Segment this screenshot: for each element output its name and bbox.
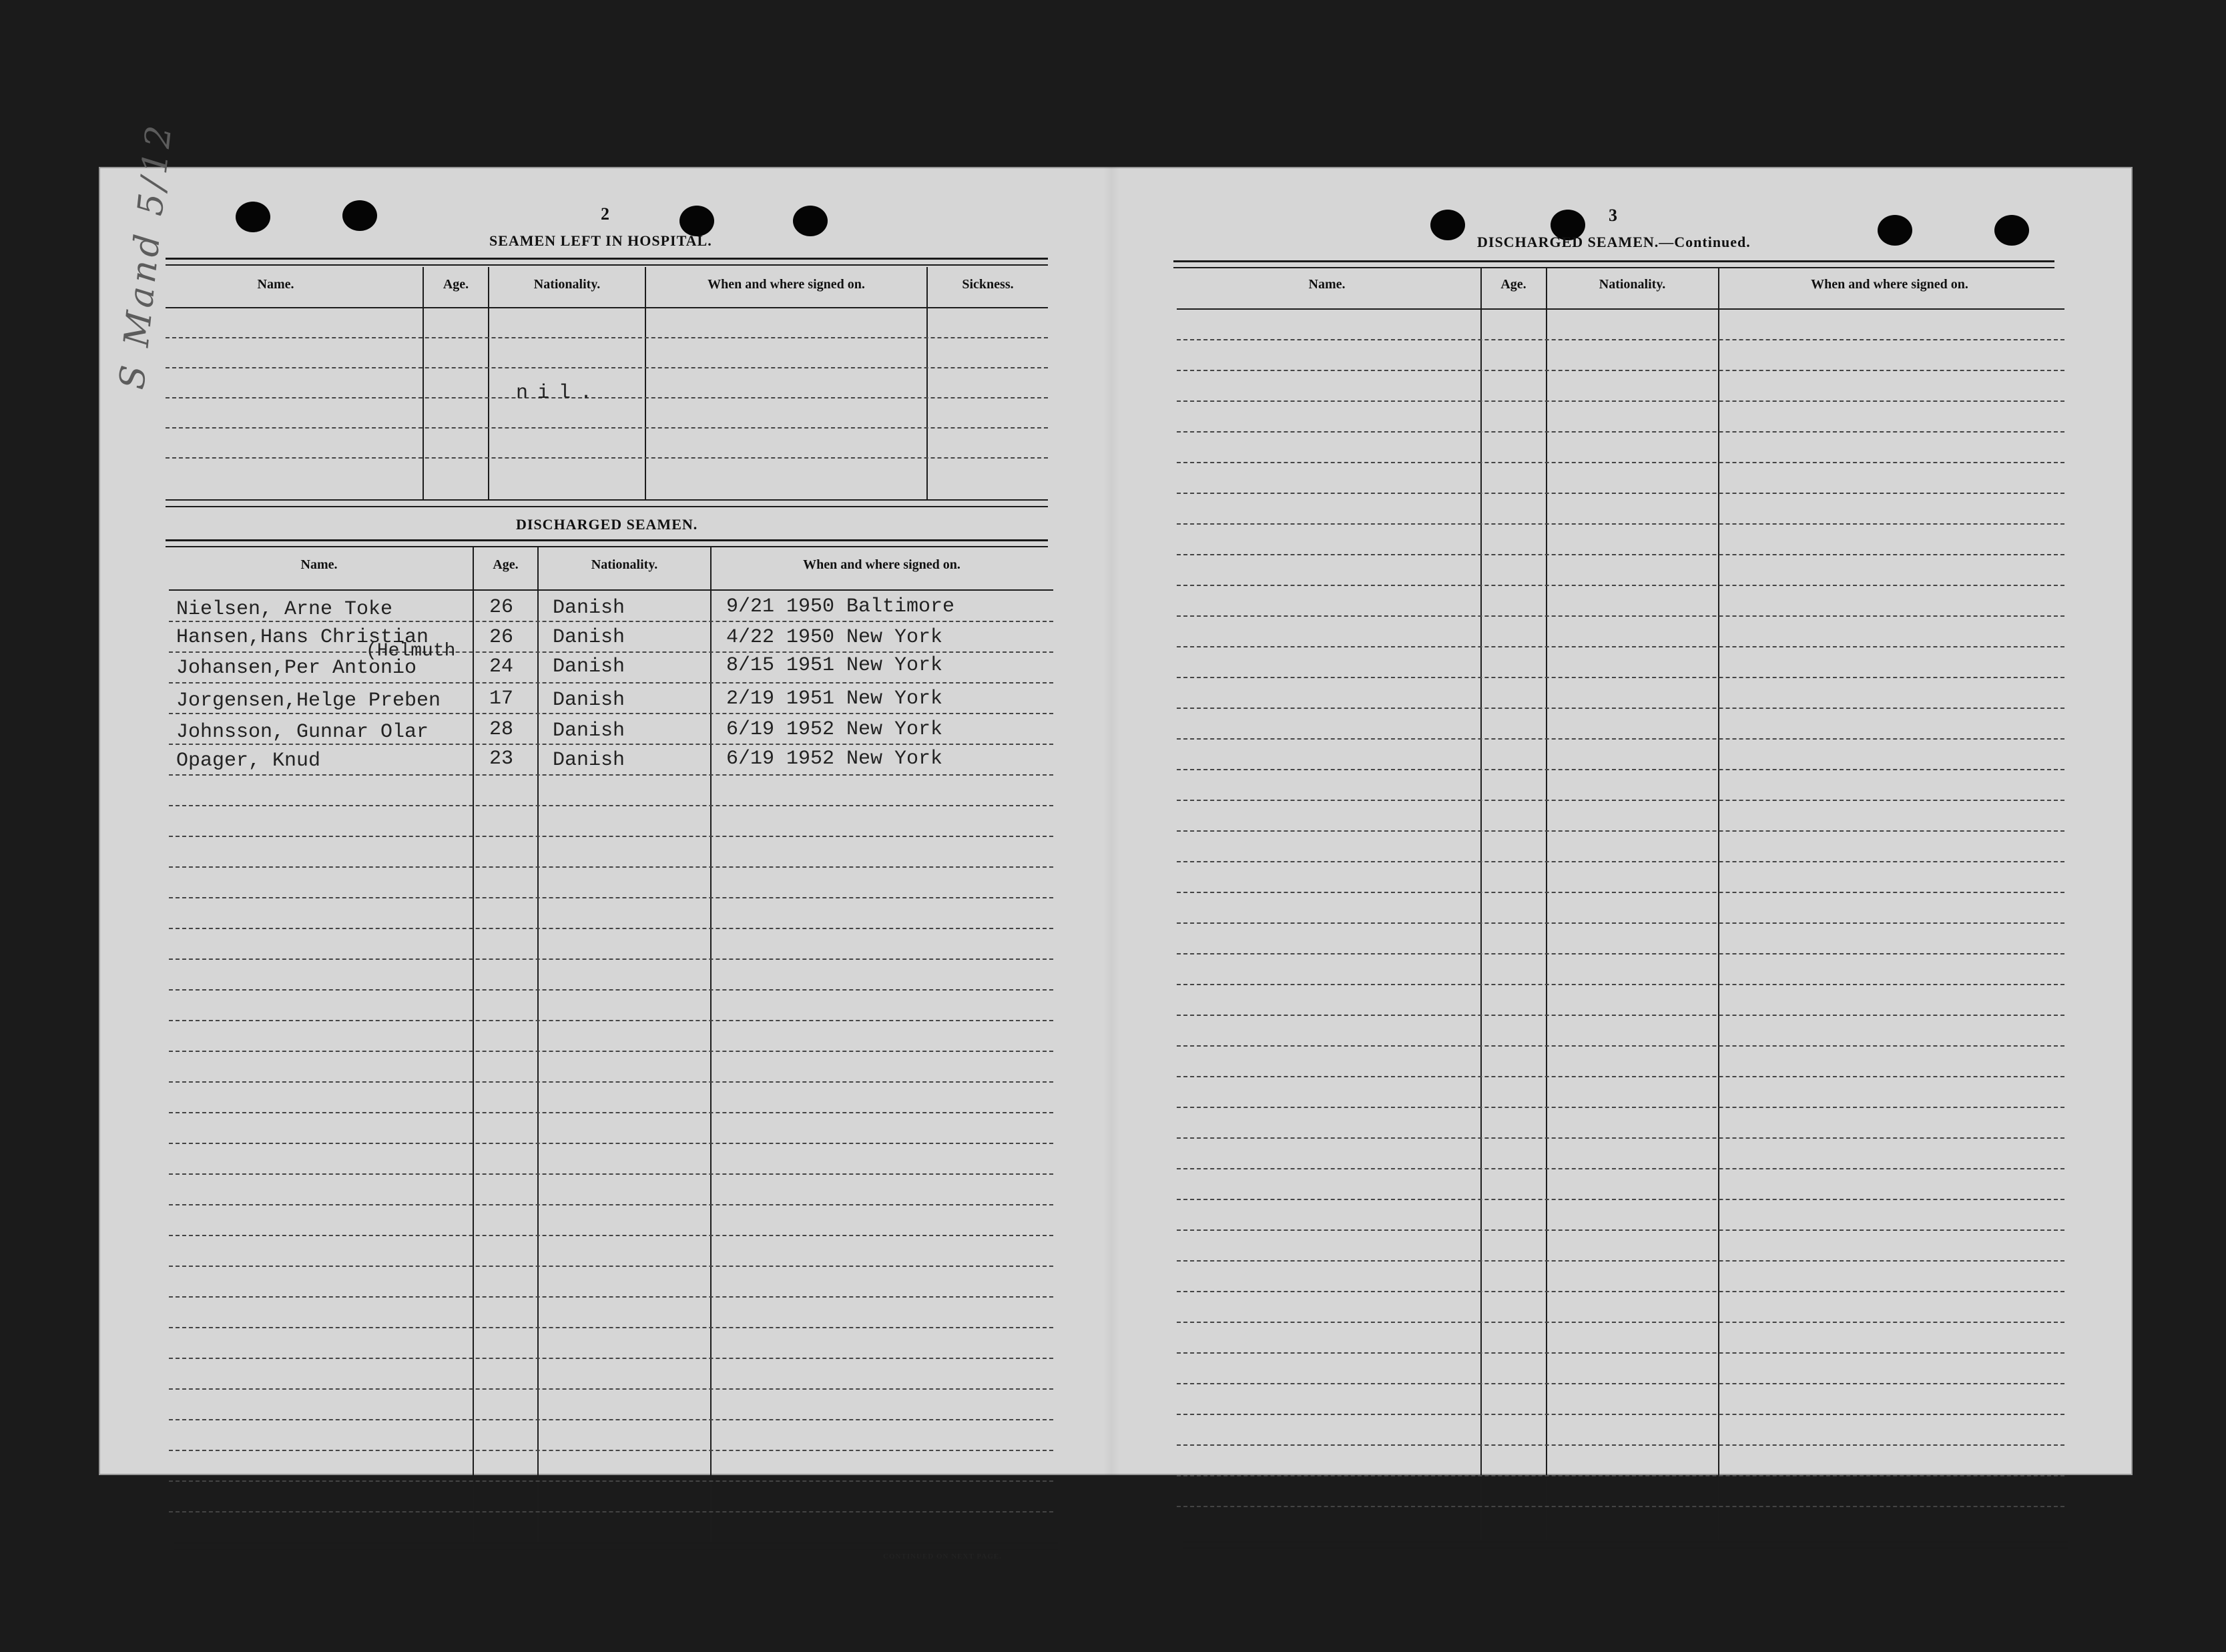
column-header: Name. xyxy=(1308,277,1346,292)
ruled-line xyxy=(1177,493,2064,494)
page-number-left: 2 xyxy=(601,204,609,224)
ruled-line xyxy=(1177,769,2064,770)
ruled-line xyxy=(1177,431,2064,433)
punch-hole xyxy=(793,206,828,236)
ruled-line xyxy=(1177,646,2064,647)
ruled-line xyxy=(169,651,1053,653)
seaman-signed-on: 6/19 1952 New York xyxy=(726,718,943,741)
ruled-line xyxy=(169,805,1053,806)
seaman-name: Opager, Knud xyxy=(176,750,321,772)
ruled-line xyxy=(1177,1199,2064,1200)
ruled-line xyxy=(1177,984,2064,985)
ruled-line xyxy=(1177,1137,2064,1139)
seaman-name: Hansen,Hans Christian xyxy=(176,626,429,649)
rule xyxy=(1183,1541,2068,1549)
ruled-line xyxy=(1177,585,2064,586)
ruled-line xyxy=(1177,1107,2064,1108)
discharged-section-title: DISCHARGED SEAMEN. xyxy=(516,516,698,533)
hospital-section-title: SEAMEN LEFT IN HOSPITAL. xyxy=(489,232,712,249)
ruled-line xyxy=(1177,1229,2064,1231)
ruled-line xyxy=(1177,1383,2064,1384)
rule xyxy=(1173,260,2054,268)
ruled-line xyxy=(1177,677,2064,678)
column-header: Age. xyxy=(493,557,519,572)
ruled-line xyxy=(1177,1475,2064,1476)
ruled-line xyxy=(169,1358,1053,1359)
ruled-line xyxy=(169,836,1053,837)
seaman-name: Johnsson, Gunnar Olar xyxy=(176,721,429,744)
ruled-line xyxy=(169,866,1053,868)
ruled-line xyxy=(1177,554,2064,555)
punch-hole xyxy=(1878,215,1912,246)
seaman-signed-on: 6/19 1952 New York xyxy=(726,748,943,770)
seaman-name-extra: (Helmuth xyxy=(366,641,456,661)
seaman-signed-on: 2/19 1951 New York xyxy=(726,687,943,710)
ruled-line xyxy=(1177,1291,2064,1292)
ruled-line xyxy=(169,1450,1053,1451)
ruled-line xyxy=(1177,800,2064,801)
seaman-age: 23 xyxy=(489,748,514,770)
seaman-nationality: Danish xyxy=(553,597,625,619)
seaman-name: Nielsen, Arne Toke xyxy=(176,598,393,621)
punch-hole xyxy=(1994,215,2029,246)
ruled-line xyxy=(169,1388,1053,1390)
punch-hole xyxy=(236,202,270,232)
seaman-age: 26 xyxy=(489,596,514,619)
seaman-nationality: Danish xyxy=(553,655,625,678)
column-header: Sickness. xyxy=(962,277,1014,292)
seaman-signed-on: 8/15 1951 New York xyxy=(726,654,943,677)
ruled-line xyxy=(169,1296,1053,1298)
rule xyxy=(166,539,1048,547)
ruled-line xyxy=(1177,1352,2064,1354)
rule xyxy=(174,1542,1058,1550)
ruled-line xyxy=(1177,339,2064,340)
ruled-line xyxy=(1177,400,2064,402)
seaman-name: Jorgensen,Helge Preben xyxy=(176,690,441,712)
seaman-age: 28 xyxy=(489,718,514,741)
ruled-line xyxy=(1177,1414,2064,1415)
column-header: Name. xyxy=(257,277,294,292)
ruled-line xyxy=(169,1051,1053,1052)
ruled-line xyxy=(1177,892,2064,893)
right-section-title: DISCHARGED SEAMEN.—Continued. xyxy=(1477,234,1751,250)
ruled-line xyxy=(1177,953,2064,954)
column-header: When and where signed on. xyxy=(708,277,865,292)
column-header: Age. xyxy=(1500,277,1526,292)
column-header: Nationality. xyxy=(1599,277,1666,292)
ruled-line xyxy=(169,1480,1053,1482)
ruled-line xyxy=(169,1266,1053,1267)
ruled-line xyxy=(169,713,1053,714)
nil-entry: nil. xyxy=(516,382,602,404)
ruled-line xyxy=(169,1112,1053,1113)
ruled-line xyxy=(169,897,1053,898)
ruled-line xyxy=(1177,708,2064,709)
page-number-right: 3 xyxy=(1609,206,1617,225)
ruled-line xyxy=(1177,1015,2064,1016)
seaman-nationality: Danish xyxy=(553,689,625,712)
ruled-line xyxy=(1177,1168,2064,1169)
seaman-name: Johansen,Per Antonio xyxy=(176,657,417,679)
continued-note: CONTINUED ON NEXT PAGE. xyxy=(883,1553,1002,1561)
punch-hole xyxy=(1430,210,1465,240)
ruled-line xyxy=(1177,922,2064,924)
ruled-line xyxy=(169,1511,1053,1512)
seaman-signed-on: 9/21 1950 Baltimore xyxy=(726,595,955,618)
ruled-line xyxy=(169,1081,1053,1083)
column-header: When and where signed on. xyxy=(803,557,960,572)
seaman-age: 24 xyxy=(489,655,514,678)
ruled-line xyxy=(169,1204,1053,1205)
ruled-line xyxy=(169,1173,1053,1175)
ruled-line xyxy=(169,621,1053,622)
ruled-line xyxy=(1177,462,2064,463)
ruled-line xyxy=(1177,615,2064,617)
seaman-nationality: Danish xyxy=(553,626,625,649)
seaman-signed-on: 4/22 1950 New York xyxy=(726,626,943,649)
ruled-line xyxy=(169,1419,1053,1420)
ruled-line xyxy=(169,958,1053,960)
ruled-line xyxy=(1177,738,2064,740)
ruled-line xyxy=(169,682,1053,683)
rule xyxy=(166,258,1048,266)
column-header: Name. xyxy=(300,557,338,572)
ruled-line xyxy=(1177,1506,2064,1507)
column-header: When and where signed on. xyxy=(1811,277,1968,292)
ruled-line xyxy=(169,1143,1053,1144)
ruled-line xyxy=(1177,1444,2064,1446)
ruled-line xyxy=(1177,830,2064,832)
seaman-age: 17 xyxy=(489,687,514,710)
ruled-line xyxy=(169,774,1053,776)
ruled-line xyxy=(1177,1322,2064,1323)
ruled-line xyxy=(1177,861,2064,862)
ruled-line xyxy=(1177,1076,2064,1077)
punch-hole xyxy=(342,200,377,231)
page-fold xyxy=(1103,167,1119,1475)
handwritten-margin-note: S Mand 5/12 xyxy=(112,119,180,392)
ruled-line xyxy=(169,1235,1053,1236)
column-header: Age. xyxy=(443,277,469,292)
ruled-line xyxy=(169,1327,1053,1328)
seaman-age: 26 xyxy=(489,626,514,649)
column-header: Nationality. xyxy=(533,277,601,292)
ruled-line xyxy=(1177,1260,2064,1262)
ruled-line xyxy=(1177,523,2064,525)
record-sheet xyxy=(99,119,2133,1561)
ruled-line xyxy=(169,989,1053,991)
seaman-nationality: Danish xyxy=(553,749,625,772)
ruled-line xyxy=(169,928,1053,929)
ruled-line xyxy=(1177,1045,2064,1047)
column-header: Nationality. xyxy=(591,557,658,572)
ruled-line xyxy=(169,1020,1053,1021)
seaman-nationality: Danish xyxy=(553,720,625,742)
ruled-line xyxy=(1177,370,2064,371)
ruled-line xyxy=(169,744,1053,745)
